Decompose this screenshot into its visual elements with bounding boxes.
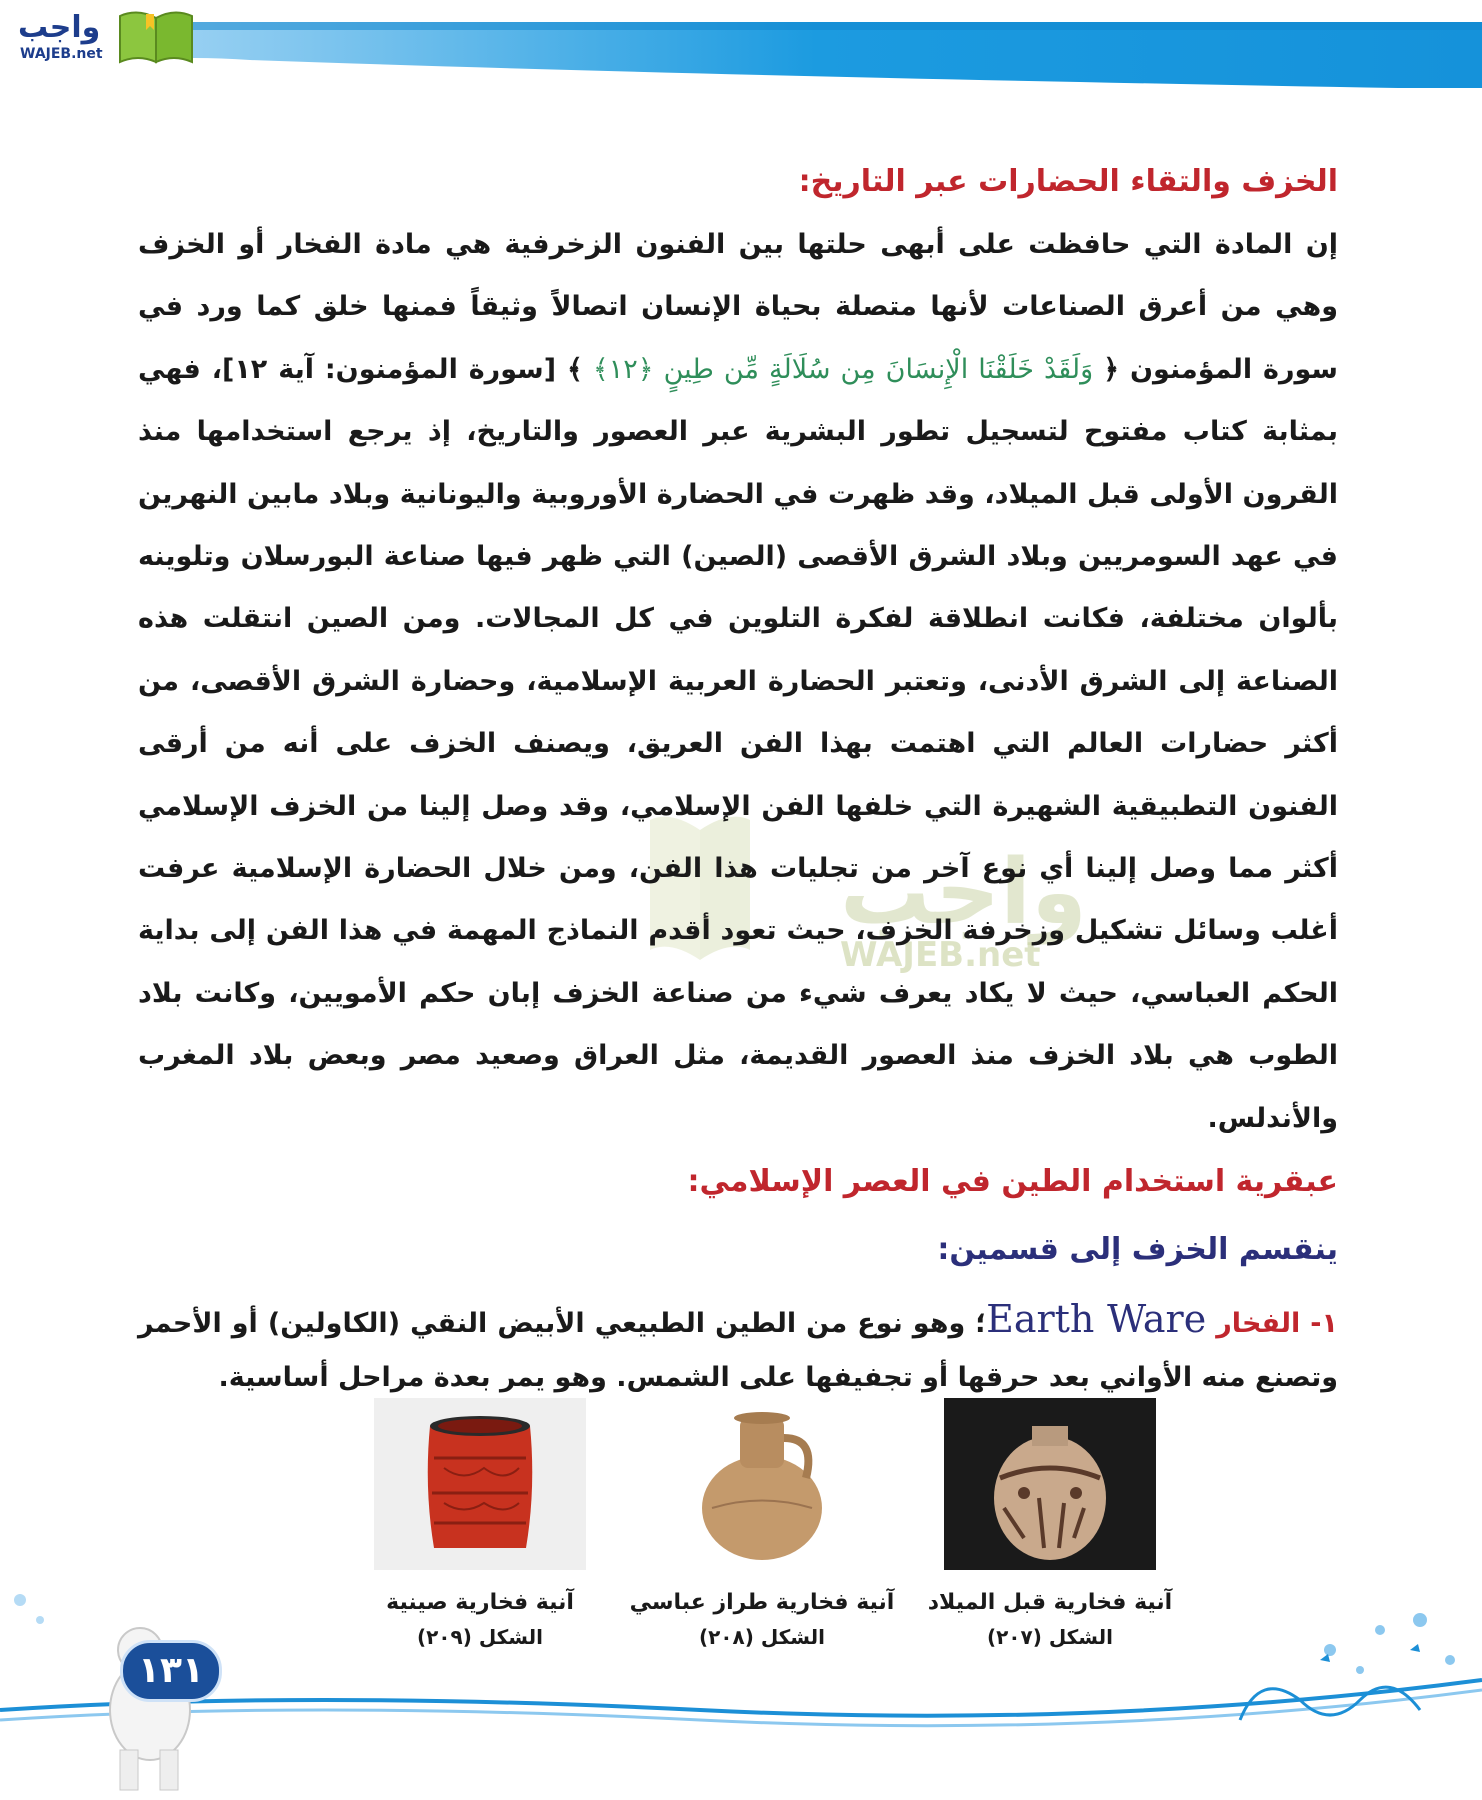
paragraph-text-part2: ﴾ [سورة المؤمنون: آية ١٢]، فهي بمثابة كتاب مفتوح لتسجيل تطور البشرية عبر العصور والتاريخ، إذ يرجع استخدامها منذ القرون الأولى قبل الميلاد، وقد ظهرت في الحضارة الأوروبية واليونانية وبلاد مابين النهرين في عهد السومريين وبلاد الشرق الأقصى (الصين) التي ظهر فيها صناعة البورسلان وتلوينه بألوان مختلفة، فكانت انطلاقة لفكرة التلوين في كل المجالات. ومن الصين انتقلت هذه الصناعة إلى الشرق الأدنى، وتعتبر الحضارة العربية الإسلامية، وحضارة الشرق الأقصى، من أكثر حضارات العالم التي اهتمت بهذا الفن العريق، ويصنف الخزف على أنه من أرقى الفنون التطبيقية الشهيرة التي خلفها الفن الإسلامي، وقد وصل إلينا من الخزف الإسلامي أكثر مما وصل إلينا أي نوع آخر من تجليات هذا الفن، ومن خلال الحضارة الإسلامية عرفت أغلب وسائل تشكيل وزخرفة الخزف، حيث تعود أقدم النماذج المهمة في هذا الفن إلى بداية الحكم العباسي، حيث لا يكاد يعرف شيء من صناعة الخزف إبان حكم الأمويين، وكانت بلاد الطوب هي بلاد الخزف منذ العصور القديمة، مثل العراق وصعيد مصر وبعض بلاد المغرب والأندلس. [138,353,1338,1134]
list-item-earthware [138,1292,1338,1405]
item-latin-term: Earth Ware [986,1297,1207,1342]
section-title-history: الخزف والتقاء الحضارات عبر التاريخ: [798,164,1338,199]
page-number: ١٣١ [120,1640,222,1702]
history-paragraph [138,214,1338,1150]
item-number: ١- [1300,1308,1338,1340]
figure-image-abbasid-jug [656,1398,868,1570]
figure-image-chinese-vase [374,1398,586,1570]
figure-caption: آنية فخارية قبل الميلاد [927,1590,1173,1615]
bottom-decoration [0,1560,1482,1800]
item-term: الفخار [1216,1308,1301,1340]
site-logo[interactable] [8,6,188,66]
watermark-subtext: WAJEB.net [840,935,1041,975]
watermark-text: واجب [840,840,1087,945]
figure-number: الشكل (٢٠٩) [416,1625,544,1649]
section-subtitle: ينقسم الخزف إلى قسمين: [937,1232,1338,1268]
figure-caption: آنية فخارية صينية [386,1590,574,1615]
figure-number: الشكل (٢٠٧) [986,1625,1114,1649]
section-title-islamic-era: عبقرية استخدام الطين في العصر الإسلامي: [687,1164,1338,1200]
logo-subtext: WAJEB.net [20,46,103,62]
item-description: ؛ وهو نوع من الطين الطبيعي الأبيض النقي (الكاولين) أو الأحمر وتصنع منه الأواني بعد حرقها أو تجفيفها على الشمس. وهو يمر بعدة مراحل أساسية. [138,1308,1338,1394]
quran-verse: وَلَقَدْ خَلَقْنَا الْإِنسَانَ مِن سُلَالَةٍ مِّن طِينٍ ﴿١٢﴾ [582,353,1104,385]
paragraph-text-part1: إن المادة التي حافظت على أبهى حلتها بين الفنون الزخرفية هي مادة الفخار أو الخزف وهي من أعرق الصناعات لأنها متصلة بحياة الإنسان اتصالاً وثيقاً فمنها خلق كما ورد في سورة المؤمنون ﴿ [138,229,1338,385]
figure-image-prehistoric-vase [944,1398,1156,1570]
top-banner [0,0,1482,88]
figure-caption: آنية فخارية طراز عباسي [629,1590,895,1615]
logo-text: واجب [18,10,101,45]
book-icon [116,8,196,66]
figure-number: الشكل (٢٠٨) [698,1625,826,1649]
main-content [138,150,1338,1405]
